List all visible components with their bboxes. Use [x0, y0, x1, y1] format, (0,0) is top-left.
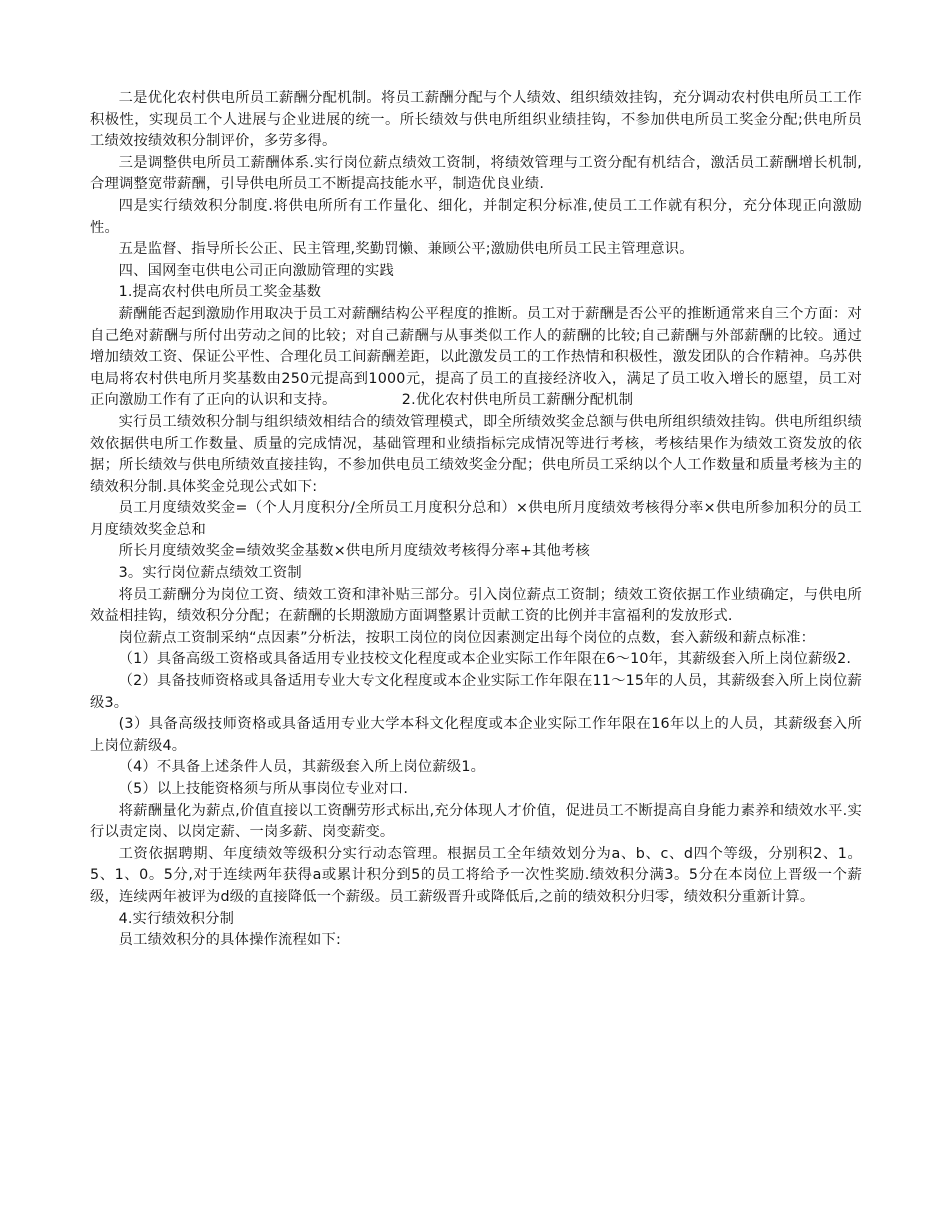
paragraph: 工资依据聘期、年度绩效等级积分实行动态管理。根据员工全年绩效划分为a、b、c、d四个等级，分别积2、1。5、1、0。5分,对于连续两年获得a或累计积分到5的员工将给予一次性奖励.绩效积分满3。5分在本岗位上晋级一个薪级，连续两年被评为d级的直接降低一个薪级。员工薪级晋升或降低后,之前的绩效积分归零，绩效积分重新计算。	[90, 845, 862, 905]
subsection-heading: 1.提高农村供电所员工奖金基数	[118, 284, 322, 301]
paragraph: 四是实行绩效积分制度.将供电所所有工作量化、细化，并制定积分标准,使员工工作就有积分，充分体现正向激励性。	[90, 197, 862, 236]
paragraph: 五是监督、指导所长公正、民主管理,奖勤罚懒、兼顾公平;激励供电所员工民主管理意识。	[118, 241, 694, 258]
paragraph: 实行员工绩效积分制与组织绩效相结合的绩效管理模式，即全所绩效奖金总额与供电所组织绩效挂钩。供电所组织绩效依据供电所工作数量、质量的完成情况，基础管理和业绩指标完成情况等进行考核，考核结果作为绩效工资发放的依据；所长绩效与供电所绩效直接挂钩，不参加供电员工绩效奖金分配；供电所员工采纳以个人工作数量和质量考核为主的绩效积分制.具体奖金兑现公式如下:	[90, 413, 862, 495]
list-item: （1）具备高级工资格或具备适用专业技校文化程度或本企业实际工作年限在6～10年，其薪级套入所上岗位薪级2.	[118, 651, 852, 668]
list-item: （5）以上技能资格须与所从事岗位专业对口.	[118, 781, 409, 797]
paragraph: 将员工薪酬分为岗位工资、绩效工资和津补贴三部分。引入岗位薪点工资制；绩效工资依据工作业绩确定，与供电所效益相挂钩，绩效积分分配；在薪酬的长期激励方面调整累计贡献工资的比例并丰富福利的发放形式.	[90, 586, 862, 625]
section-heading: 四、国网奎屯供电公司正向激励管理的实践	[118, 262, 395, 279]
formula-paragraph: 所长月度绩效奖金=绩效奖金基数×供电所月度绩效考核得分率+其他考核	[118, 543, 591, 560]
paragraph: 三是调整供电所员工薪酬体系.实行岗位薪点绩效工资制，将绩效管理与工资分配有机结合，激活员工薪酬增长机制,合理调整宽带薪酬，引导供电所员工不断提高技能水平，制造优良业绩.	[90, 154, 862, 193]
paragraph: 二是优化农村供电所员工薪酬分配机制。将员工薪酬分配与个人绩效、组织绩效挂钩，充分调动农村供电所员工工作积极性，实现员工个人进展与企业进展的统一。所长绩效与供电所组织业绩挂钩，不参加供电所员工奖金分配;供电所员工绩效按绩效积分制评价，多劳多得。	[90, 90, 862, 150]
paragraph: 员工绩效积分的具体操作流程如下:	[118, 932, 342, 949]
paragraph: 岗位薪点工资制采纳“点因素”分析法，按职工岗位的岗位因素测定出每个岗位的点数，套入薪级和薪点标准：	[118, 629, 816, 646]
formula-paragraph: 员工月度绩效奖金=（个人月度积分/全所员工月度积分总和）×供电所月度绩效考核得分率×供电所参加积分的员工月度绩效奖金总和	[90, 500, 862, 538]
list-item: （2）具备技师资格或具备适用专业大专文化程度或本企业实际工作年限在11～15年的人员，其薪级套入所上岗位薪级3。	[90, 673, 862, 711]
list-item: (3）具备高级技师资格或具备适用专业大学本科文化程度或本企业实际工作年限在16年以上的人员，其薪级套入所上岗位薪级4。	[90, 716, 862, 754]
document-body	[90, 88, 862, 952]
paragraph: 将薪酬量化为薪点,价值直接以工资酬劳形式标出,充分体现人才价值，促进员工不断提高自身能力素养和绩效水平.实行以责定岗、以岗定薪、一岗多薪、岗变薪变。	[90, 802, 862, 841]
subsection-heading: 4.实行绩效积分制	[118, 910, 235, 927]
subsection-heading: 3。实行岗位薪点绩效工资制	[118, 565, 302, 582]
list-item: （4）不具备上述条件人员，其薪级套入所上岗位薪级1。	[118, 759, 486, 776]
paragraph: 薪酬能否起到激励作用取决于员工对薪酬结构公平程度的推断。员工对于薪酬是否公平的推断通常来自三个方面：对自己绝对薪酬与所付出劳动之间的比较；对自己薪酬与从事类似工作人的薪酬的比较;自己薪酬与外部薪酬的比较。通过增加绩效工资、保证公平性、合理化员工间薪酬差距，以此激发员工的工作热情和积极性，激发团队的合作精神。乌苏供电局将农村供电所月奖基数由250元提高到1000元，提高了员工的直接经济收入，满足了员工收入增长的愿望，员工对正向激励工作有了正向的认识和支持。 2.优化农村供电所员工薪酬分配机制	[90, 305, 862, 409]
